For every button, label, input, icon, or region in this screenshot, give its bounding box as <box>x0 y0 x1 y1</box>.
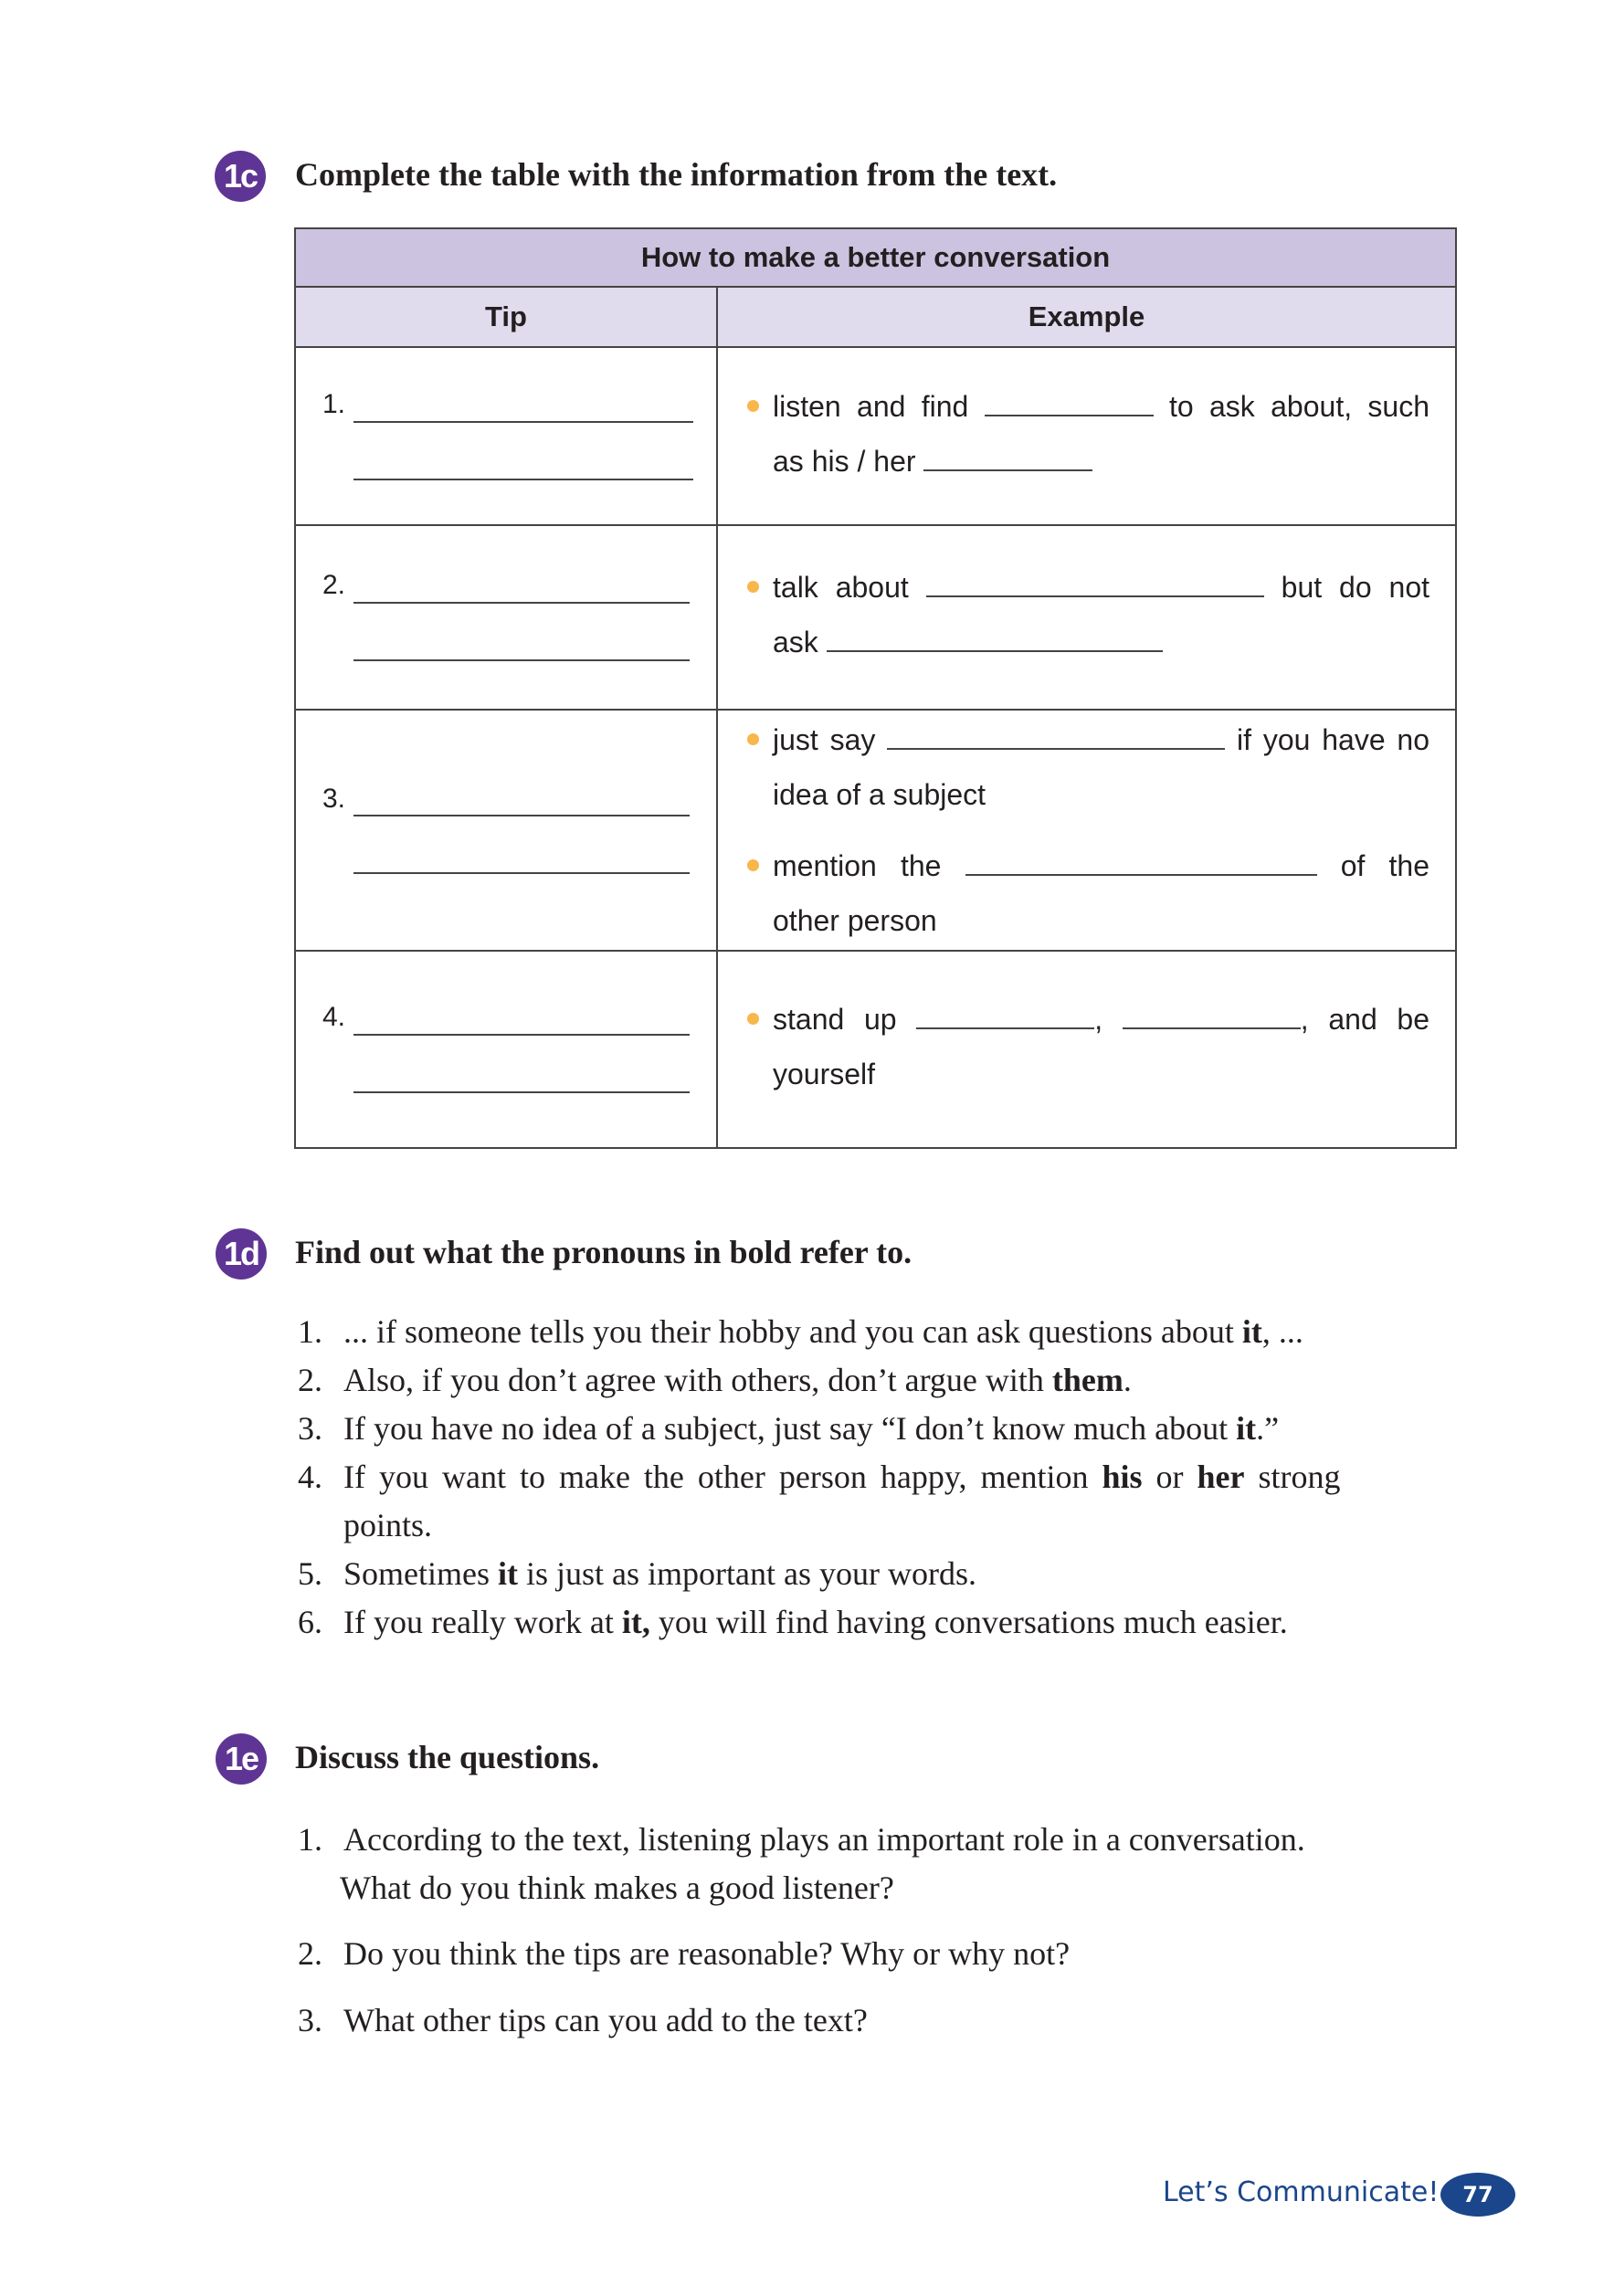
example-text: , and be <box>1300 1003 1429 1036</box>
pronoun-list <box>298 1308 1462 1647</box>
example-text: as his / her <box>773 445 916 478</box>
bold-pronoun: his <box>1102 1459 1143 1495</box>
exercise-badge-1d: 1d <box>216 1228 267 1280</box>
example-item <box>747 992 1429 1101</box>
list-item: 1. According to the text, listening plays an important role in a conversation. <box>298 1821 1305 1858</box>
tip-number: 2. <box>322 570 346 600</box>
exercise-title-1d: Find out what the pronouns in bold refer to. <box>295 1234 912 1270</box>
exercise-title-1e: Discuss the questions. <box>295 1739 600 1775</box>
list-item: 5. Sometimes it is just as important as your words. <box>298 1555 976 1592</box>
example-item <box>747 712 1429 822</box>
example-item <box>747 560 1429 669</box>
answer-blank[interactable] <box>353 602 690 604</box>
tip-cell <box>296 711 716 950</box>
bullet-icon <box>747 581 759 593</box>
bullet-icon <box>747 859 759 871</box>
example-text: idea of a subject <box>773 778 986 811</box>
example-text: of the <box>1340 849 1429 882</box>
answer-blank[interactable] <box>887 724 1225 750</box>
list-item-continuation: points. <box>343 1507 433 1543</box>
answer-blank[interactable] <box>353 479 693 480</box>
example-cell <box>718 711 1455 950</box>
tip-number: 4. <box>322 1002 346 1032</box>
example-text: talk about <box>773 571 909 604</box>
answer-blank[interactable] <box>1123 1004 1301 1029</box>
answer-blank[interactable] <box>965 850 1317 876</box>
bold-pronoun: it <box>498 1555 518 1592</box>
bold-pronoun: it, <box>621 1604 650 1640</box>
column-header-example: Example <box>1028 300 1145 332</box>
list-item-continuation: What do you think makes a good listener? <box>340 1869 894 1906</box>
list-item: 4. If you want to make the other person happy, mention his or her strong <box>298 1459 1341 1495</box>
example-item <box>747 379 1429 489</box>
table-header-row <box>296 288 1455 348</box>
example-cell <box>718 952 1455 1147</box>
example-text: other person <box>773 904 937 937</box>
bullet-icon <box>747 733 759 745</box>
list-item: 6. If you really work at it, you will find having conversations much easier. <box>298 1604 1288 1640</box>
example-item <box>747 838 1429 948</box>
bullet-icon <box>747 1013 759 1025</box>
example-text: just say <box>773 723 876 756</box>
answer-blank[interactable] <box>916 1004 1094 1029</box>
table-row <box>296 526 1455 711</box>
example-text: to ask about, such <box>1169 390 1430 423</box>
tip-cell <box>296 526 716 709</box>
answer-blank[interactable] <box>353 1034 690 1036</box>
conversation-tips-table <box>294 227 1457 1149</box>
answer-blank[interactable] <box>353 872 690 874</box>
list-item: 3. If you have no idea of a subject, just say “I don’t know much about it.” <box>298 1410 1280 1447</box>
example-text: mention the <box>773 849 942 882</box>
tip-number: 3. <box>322 784 346 814</box>
answer-blank[interactable] <box>353 815 690 816</box>
example-cell <box>718 526 1455 709</box>
example-text: but do not <box>1281 571 1430 604</box>
exercise-badge-1c: 1c <box>215 151 266 202</box>
exercise-title-1c: Complete the table with the information from the text. <box>295 156 1058 193</box>
list-item: 3. What other tips can you add to the text? <box>298 2002 868 2038</box>
answer-blank[interactable] <box>353 659 690 661</box>
bullet-icon <box>747 400 759 412</box>
answer-blank[interactable] <box>926 572 1264 597</box>
example-text: stand up <box>773 1003 897 1036</box>
example-text: yourself <box>773 1058 876 1090</box>
example-cell <box>718 348 1455 524</box>
answer-blank[interactable] <box>985 391 1154 416</box>
tip-number: 1. <box>322 389 346 419</box>
example-text: , <box>1094 1003 1103 1036</box>
bold-pronoun: her <box>1197 1459 1245 1495</box>
table-caption-row <box>296 229 1455 288</box>
list-item: 2. Do you think the tips are reasonable? Why or why not? <box>298 1935 1071 1972</box>
exercise-badge-1e: 1e <box>216 1733 267 1785</box>
example-text: if you have no <box>1237 723 1430 756</box>
bold-pronoun: it <box>1241 1313 1262 1350</box>
book-title: Let’s Communicate! <box>1163 2176 1440 2208</box>
list-item: 1. ... if someone tells you their hobby and you can ask questions about it, ... <box>298 1313 1303 1350</box>
tip-cell <box>296 952 716 1147</box>
example-text: listen and find <box>773 390 969 423</box>
table-row <box>296 711 1455 952</box>
answer-blank[interactable] <box>353 421 693 423</box>
discussion-questions <box>298 1816 1305 2045</box>
answer-blank[interactable] <box>827 627 1163 652</box>
answer-blank[interactable] <box>353 1091 690 1093</box>
table-row <box>296 952 1455 1147</box>
page-number: 77 <box>1440 2173 1515 2217</box>
list-item: 2. Also, if you don’t agree with others, don’t argue with them. <box>298 1362 1132 1398</box>
tip-cell <box>296 348 716 524</box>
table-row <box>296 348 1455 526</box>
example-text: ask <box>773 626 818 658</box>
bold-pronoun: it <box>1236 1410 1257 1447</box>
column-header-tip: Tip <box>485 300 527 332</box>
bold-pronoun: them <box>1051 1362 1123 1398</box>
answer-blank[interactable] <box>923 446 1092 471</box>
table-caption: How to make a better conversation <box>640 241 1111 273</box>
